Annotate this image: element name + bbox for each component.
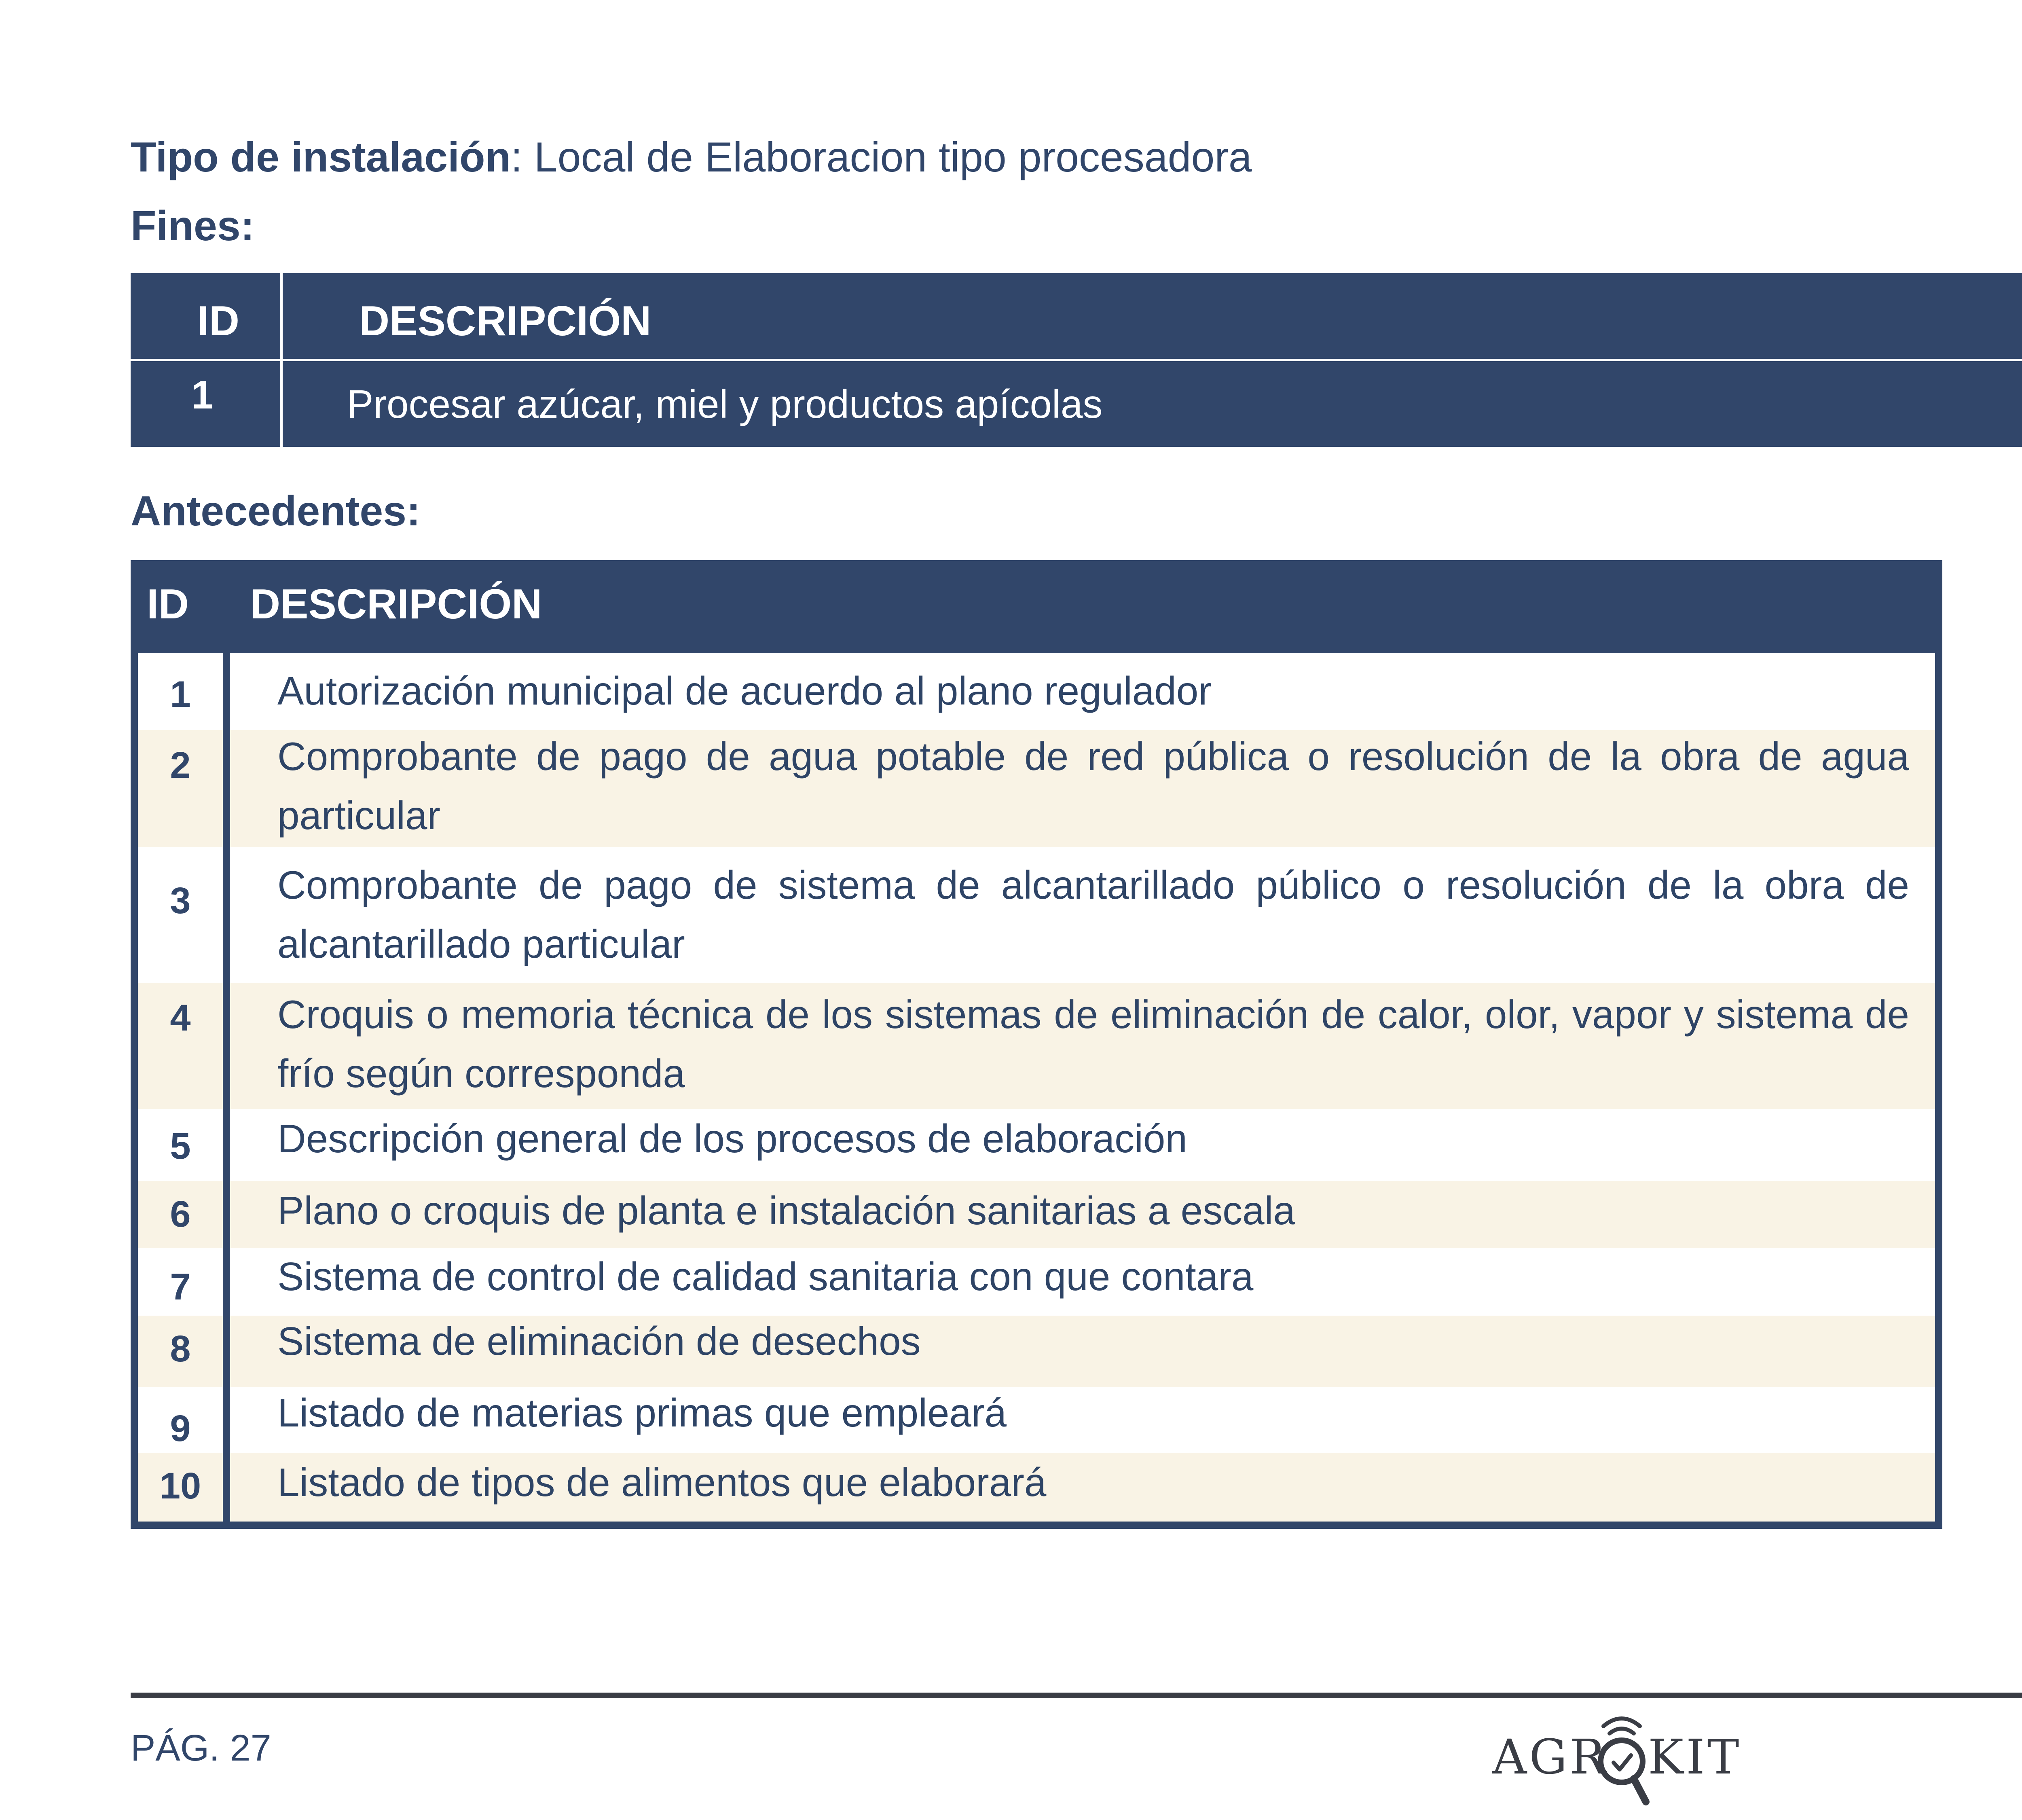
row-description: Sistema de control de calidad sanitaria con que contara <box>277 1254 1254 1299</box>
row-description: Sistema de eliminación de desechos <box>277 1319 921 1363</box>
fines-row-desc: Procesar azúcar, miel y productos apícolas <box>347 382 1103 426</box>
installation-type-line <box>131 133 1252 182</box>
row-id: 8 <box>170 1328 191 1369</box>
row-id: 5 <box>170 1126 191 1167</box>
antecedentes-label: Antecedentes: <box>131 488 421 535</box>
row-id: 6 <box>170 1194 191 1235</box>
installation-type-value: : Local de Elaboracion tipo procesadora <box>511 134 1252 181</box>
antecedentes-id-divider <box>223 653 230 1522</box>
logo-text-right: KIT <box>1648 1729 1742 1785</box>
table-row <box>138 1453 1935 1522</box>
table-row <box>138 847 1935 983</box>
footer-divider <box>131 1693 2022 1698</box>
row-id: 3 <box>170 880 191 921</box>
magnifier-wifi-icon <box>1591 1711 1652 1808</box>
installation-type-label: Tipo de instalación <box>131 134 511 181</box>
antecedentes-table-header <box>131 560 1942 653</box>
table-row <box>138 1316 1935 1387</box>
fines-label: Fines: <box>131 203 255 250</box>
table-row <box>138 1109 1935 1181</box>
table-row <box>138 1387 1935 1453</box>
antecedentes-table <box>131 560 1942 1529</box>
fines-col-desc: DESCRIPCIÓN <box>359 298 651 345</box>
fines-table-divider <box>280 273 283 447</box>
row-id: 1 <box>170 674 191 715</box>
row-description: Croquis o memoria técnica de los sistemas de eliminación de calor, olor, vapor y sistema de frío según corresponda <box>277 992 1909 1096</box>
fines-row-id: 1 <box>191 372 214 417</box>
antecedentes-col-desc: DESCRIPCIÓN <box>250 581 542 628</box>
table-row <box>138 1248 1935 1316</box>
row-description: Listado de tipos de alimentos que elaborará <box>277 1460 1047 1505</box>
antecedentes-col-id: ID <box>147 581 189 628</box>
row-description: Comprobante de pago de agua potable de red pública o resolución de la obra de agua particular <box>277 734 1909 838</box>
row-description: Descripción general de los procesos de elaboración <box>277 1116 1187 1161</box>
agrokit-logo <box>1492 1713 1742 1810</box>
page-number: PÁG. 27 <box>131 1727 271 1769</box>
row-description: Autorización municipal de acuerdo al plano regulador <box>277 669 1212 713</box>
row-id: 9 <box>170 1408 191 1449</box>
table-row <box>138 730 1935 847</box>
fines-col-id: ID <box>197 298 239 345</box>
antecedentes-table-body <box>138 653 1935 1522</box>
table-row <box>138 1181 1935 1248</box>
row-description: Listado de materias primas que empleará <box>277 1390 1007 1435</box>
row-id: 2 <box>170 745 191 786</box>
table-row <box>138 653 1935 730</box>
row-id: 4 <box>170 997 191 1039</box>
fines-table <box>131 273 2022 447</box>
logo-text-left: AGR <box>1492 1729 1608 1785</box>
row-id: 10 <box>159 1465 201 1507</box>
row-id: 7 <box>170 1266 191 1308</box>
row-description: Comprobante de pago de sistema de alcantarillado público o resolución de la obra de alcantarillado particular <box>277 863 1909 966</box>
table-row <box>138 983 1935 1109</box>
row-description: Plano o croquis de planta e instalación sanitarias a escala <box>277 1188 1295 1233</box>
